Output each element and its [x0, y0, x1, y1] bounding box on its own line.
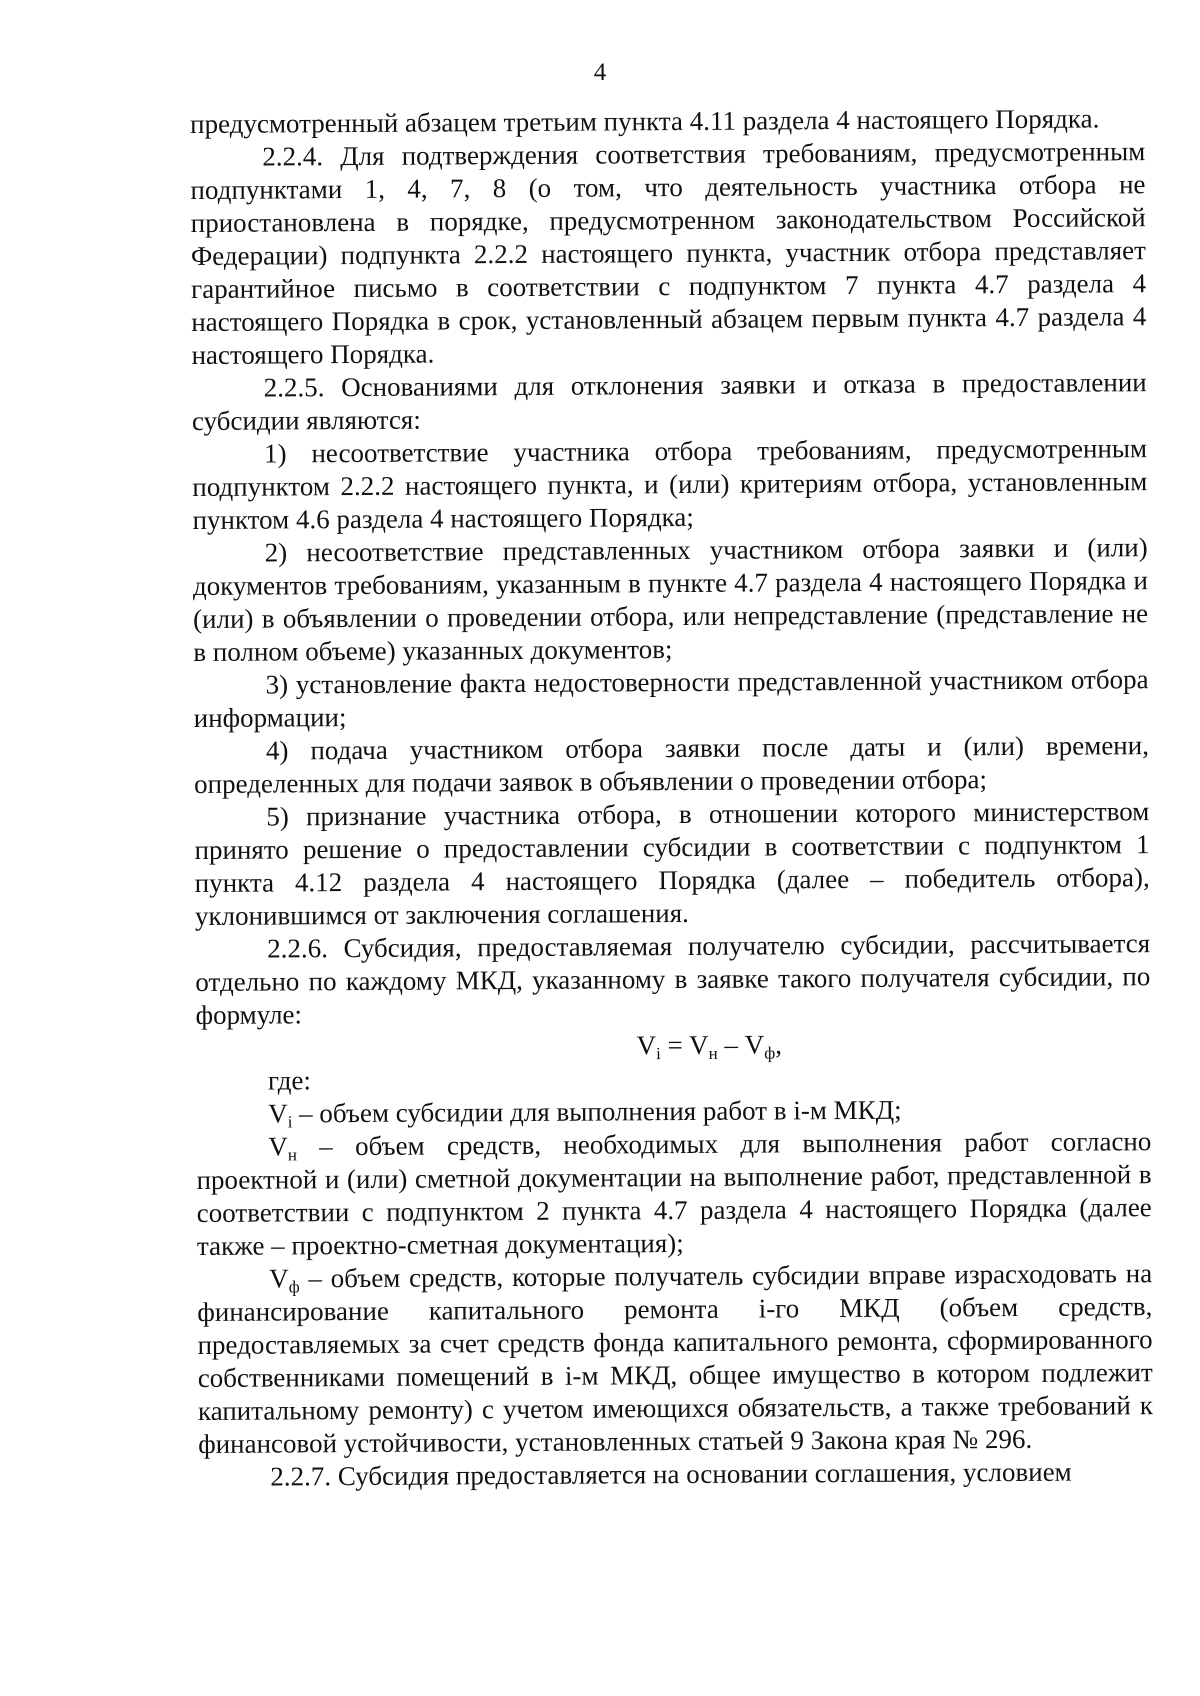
formula-v-i: $V_i$ — [636, 1030, 661, 1064]
formula-v-n: $V_н$ — [688, 1029, 718, 1063]
formula: $V_i = V_н - V_ф$, — [636, 1029, 782, 1064]
definition-v-f: $V_ф$ – объем средств, которые получатель субсидии вправе израсходовать на финансирование капитального ремонта i-го МКД (объем средств, предоставляемых за счет средств фонда капитального ремонта, сформированного собственниками помещений в i-м МКД, общее имущество в котором подлежит капитальному ремонту) с учетом имеющихся обязательств, а также требований к финансовой устойчивости, установленных статьей 9 Закона края № 296. — [197, 1258, 1154, 1459]
list-item-3: 3) установление факта недостоверности представленной участником отбора информации; — [193, 664, 1149, 733]
formula-minus: – — [717, 1029, 745, 1060]
where-label: где: — [267, 1065, 311, 1096]
list-item-5: 5) признание участника отбора, в отношении которого министерством принято решение о предоставлении субсидии в соответствии с подпунктом 1 пункта 4.12 раздела 4 настоящего Порядка (далее – победитель отбора), уклонившимся от заключения соглашения. — [194, 796, 1150, 931]
list-item-2: 2) несоответствие представленных участником отбора заявки и (или) документов требованиям, указанным в пункте 4.7 раздела 4 настоящего Порядка и (или) в объявлении о проведении отбора, или непредставление (представление не в полном объеме) указанных документов; — [192, 532, 1149, 667]
list-item-4: 4) подача участником отбора заявки после даты и (или) времени, определенных для подачи заявок в объявлении о проведении отбора; — [194, 730, 1150, 799]
list-item-1: 1) несоответствие участника отбора требованиям, предусмотренным подпунктом 2.2.2 настоящего пункта, и (или) критериям отбора, установленным пунктом 4.6 раздела 4 настоящего Порядка; — [192, 433, 1148, 535]
paragraph-2-2-7: 2.2.7. Субсидия предоставляется на основании соглашения, условием — [270, 1456, 1072, 1492]
paragraph-2-2-4: 2.2.4. Для подтверждения соответствия требованиям, предусмотренным подпунктами 1, 4, 7, 8 (о том, что деятельность участника отбора не приостановлена в порядке, предусмотренном законодательством Российской Федерации) подпункта 2.2.2 настоящего пункта, участник отбора представляет гарантийное письмо в соответствии с подпунктом 7 пункта 4.7 раздела 4 настоящего Порядка в срок, установленный абзацем первым пункта 4.7 раздела 4 настоящего Порядка. — [190, 136, 1147, 370]
paragraph-2-2-5: 2.2.5. Основаниями для отклонения заявки и отказа в предоставлении субсидии являются: — [191, 367, 1147, 436]
definition-v-n: $V_н$ – объем средств, необходимых для выполнения работ согласно проектной и (или) сметной документации на выполнение работ, представленной в соответствии с подпунктом 2 пункта 4.7 раздела 4 настоящего Порядка (далее также – проектно-сметная документация); — [196, 1126, 1152, 1261]
definition-v-i: $V_i$ – объем субсидии для выполнения работ в i-м МКД; — [268, 1094, 902, 1132]
paragraph-continuation: предусмотренный абзацем третьим пункта 4.11 раздела 4 настоящего Порядка. — [190, 103, 1100, 139]
document-body — [190, 102, 1153, 1494]
formula-v-f: $V_ф$ — [744, 1029, 776, 1063]
formula-equals: = — [660, 1029, 690, 1061]
page-number: 4 — [593, 59, 607, 86]
paragraph-2-2-6: 2.2.6. Субсидия, предоставляемая получателю субсидии, рассчитывается отдельно по каждому МКД, указанному в заявке такого получателя субсидии, по формуле: — [195, 928, 1151, 1030]
